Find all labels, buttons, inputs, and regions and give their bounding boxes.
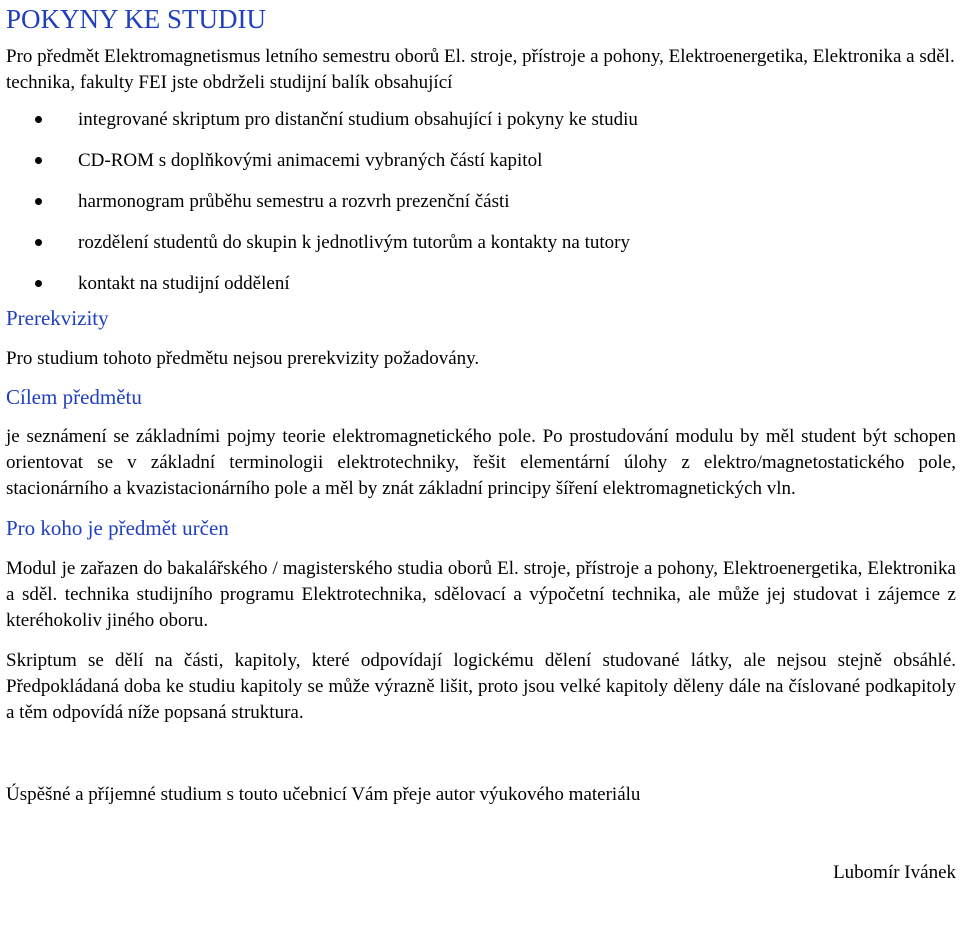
- audience-text-1: Modul je zařazen do bakalářského / magisterského studia oborů El. stroje, přístroje a pohony, Elektroenergetika, Elektronika a sděl. technika studijního programu Elektrotechnika, sdělovací a výpočetní technika, ale může jej studovat i zájemce z kteréhokoliv jiného oboru.: [6, 558, 956, 631]
- list-item: [6, 107, 956, 148]
- list-item-text: harmonogram průběhu semestru a rozvrh prezenční části: [78, 191, 510, 212]
- closing-text: Úspěšné a příjemné studium s touto učebnicí Vám přeje autor výukového materiálu: [6, 784, 641, 805]
- package-list: [6, 107, 956, 312]
- list-item-text: CD-ROM s doplňkovými animacemi vybraných částí kapitol: [78, 150, 543, 171]
- bullet-icon: [35, 116, 42, 123]
- goal-heading: Cílem předmětu: [6, 385, 142, 409]
- page-title: POKYNY KE STUDIU: [6, 4, 266, 34]
- goal-text: je seznámení se základními pojmy teorie elektromagnetického pole. Po prostudování modulu by měl student být schopen orientovat se v základní terminologii elektrotechniky, řešit elementární úlohy z elektro/magnetostatického pole, stacionárního a kvazistacionárního pole a měl by znát základní principy šíření elektromagnetických vln.: [6, 426, 956, 499]
- document-page: [6, 0, 956, 886]
- author-signature: Lubomír Ivánek: [833, 862, 956, 883]
- list-item-text: rozdělení studentů do skupin k jednotlivým tutorům a kontakty na tutory: [78, 232, 630, 253]
- prerequisites-text: Pro studium tohoto předmětu nejsou prerekvizity požadovány.: [6, 348, 480, 369]
- bullet-icon: [35, 157, 42, 164]
- list-item-text: kontakt na studijní oddělení: [78, 273, 290, 294]
- list-item: [6, 230, 956, 271]
- bullet-icon: [35, 280, 42, 287]
- audience-heading: Pro koho je předmět určen: [6, 516, 229, 540]
- list-item: [6, 271, 956, 312]
- intro-paragraph: Pro předmět Elektromagnetismus letního semestru oborů El. stroje, přístroje a pohony, Elektroenergetika, Elektronika a sděl. technika, fakulty FEI jste obdrželi studijní balík obsahující: [6, 46, 955, 93]
- audience-text-2: Skriptum se dělí na části, kapitoly, které odpovídají logickému dělení studované látky, ale nejsou stejně obsáhlé. Předpokládaná doba ke studiu kapitoly se může výrazně lišit, proto jsou velké kapitoly děleny dále na číslované podkapitoly a těm odpovídá níže popsaná struktura.: [6, 650, 956, 723]
- bullet-icon: [35, 239, 42, 246]
- list-item-text: integrované skriptum pro distanční studium obsahující i pokyny ke studiu: [78, 109, 638, 130]
- prerequisites-heading: Prerekvizity: [6, 306, 109, 330]
- bullet-icon: [35, 198, 42, 205]
- list-item: [6, 189, 956, 230]
- list-item: [6, 148, 956, 189]
